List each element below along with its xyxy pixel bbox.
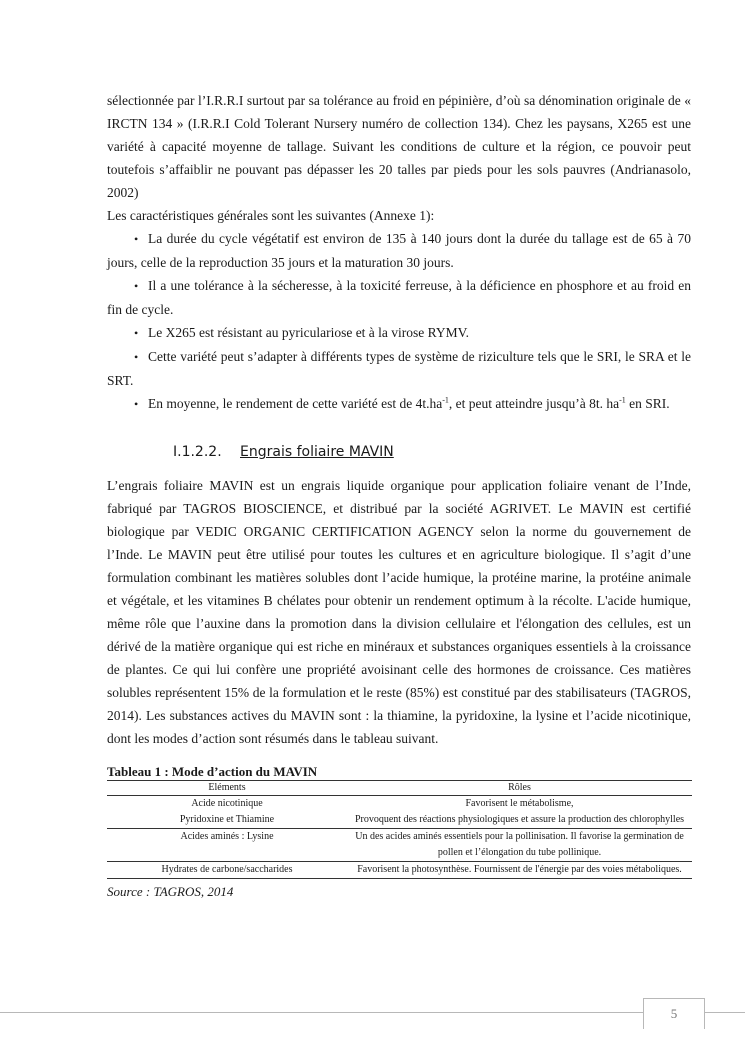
section-number: I.1.2.2. — [173, 444, 222, 460]
characteristics-intro: Les caractéristiques générales sont les suivantes (Annexe 1): — [107, 208, 435, 223]
table-cell-role: Favorisent la photosynthèse. Fournissent de l'énergie par des voies métaboliques. — [357, 864, 682, 875]
section-heading — [173, 440, 691, 464]
header-roles: Rôles — [347, 781, 692, 796]
yield-text-3: en SRI. — [625, 396, 670, 411]
yield-text-1: En moyenne, le rendement de cette variété est de 4t.ha — [148, 396, 443, 411]
table-cell-element: Pyridoxine et Thiamine — [107, 812, 347, 829]
bullet-icon: • — [134, 232, 139, 246]
list-item-text: La durée du cycle végétatif est environ de 135 à 140 jours dont la durée du tallage est de 65 à 70 jours, celle de la reproduction 35 jours et la maturation 30 jours. — [107, 231, 691, 270]
table-row — [107, 796, 692, 813]
table-row — [107, 862, 692, 879]
table-cell-role: Favorisent le métabolisme, — [465, 798, 574, 809]
list-item — [107, 274, 691, 321]
page-number: 5 — [643, 998, 705, 1029]
bullet-icon: • — [134, 397, 139, 411]
table-cell-element: Acide nicotinique — [191, 798, 263, 809]
intro-paragraph: sélectionnée par l’I.R.R.I surtout par sa tolérance au froid en pépinière, d’où sa dénomination originale de « IRCTN 134 » (I.R.R.I Cold Tolerant Nursery numéro de collection 134). Chez les paysans, X265 est une variété à capacité moyenne de tallage. Suivant les conditions de culture et la région, ce pouvoir peut toutefois s’affaiblir ne pouvant pas dépasser les 20 talles par pieds pour les sols pauvres (Andrianasolo, 2002) — [107, 93, 691, 200]
page-content — [107, 89, 691, 901]
list-item-text: Cette variété peut s’adapter à différents types de système de riziculture tels que le SRI, le SRA et le SRT. — [107, 349, 691, 388]
characteristics-list — [107, 227, 691, 416]
section-title: Engrais foliaire MAVIN — [240, 444, 394, 460]
list-item — [107, 227, 691, 274]
list-item-text: Le X265 est résistant au pyriculariose et à la virose RYMV. — [148, 325, 470, 340]
yield-exponent-2: -1 — [619, 395, 626, 405]
table-cell-role: Provoquent des réactions physiologiques et assure la production des chlorophylles — [347, 812, 692, 829]
table-cell-role: Un des acides aminés essentiels pour la pollinisation. Il favorise la germination de pollen et l’élongation du tube pollinique. — [347, 829, 692, 862]
mavin-action-table — [107, 780, 692, 879]
table-cell-element: Hydrates de carbone/saccharides — [161, 864, 293, 875]
yield-exponent-1: -1 — [442, 395, 449, 405]
list-item — [107, 392, 691, 416]
list-item — [107, 321, 691, 345]
table-row — [107, 829, 692, 862]
table-source: Source : TAGROS, 2014 — [107, 884, 234, 899]
bullet-icon: • — [134, 350, 139, 364]
mavin-paragraph: L’engrais foliaire MAVIN est un engrais liquide organique pour application foliaire venant de l’Inde, fabriqué par TAGROS BIOSCIENCE, et distribué par la société AGRIVET. Le MAVIN est certifié biologique par VEDIC ORGANIC CERTIFICATION AGENCY selon la norme du gouvernement de l’Inde. Le MAVIN peut être utilisé pour toutes les cultures et en agriculture biologique. Il s’agit d’une formulation combinant les matières solubles dont l’acide humique, la protéine marine, la protéine animale et végétale, et les vitamines B chélates pour obtenir un rendement optimum à la récolte. L'acide humique, même rôle que l’auxine dans la promotion dans la division cellulaire et l'élongation des cellules, est un dérivé de la matière organique qui est riche en minéraux et substances organiques essentiels à la croissance de plantes. Ce qui lui confère une propriété avoisinant celle des hormones de croissance. Ces matières solubles représentent 15% de la formulation et le reste (85%) est constitué par des stabilisateurs (TAGROS, 2014). Les substances actives du MAVIN sont : la thiamine, la pyridoxine, la lysine et l’acide nicotinique, dont les modes d’action sont résumés dans le tableau suivant. — [107, 478, 691, 746]
bullet-icon: • — [134, 279, 139, 293]
header-elements: Eléments — [107, 781, 347, 796]
table-row — [107, 812, 692, 829]
bullet-icon: • — [134, 326, 139, 340]
list-item-text: Il a une tolérance à la sécheresse, à la toxicité ferreuse, à la déficience en phosphore et au froid en fin de cycle. — [107, 278, 691, 317]
table-header-row — [107, 781, 692, 796]
list-item — [107, 345, 691, 392]
footer-divider — [0, 1012, 745, 1013]
yield-text-2: , et peut atteindre jusqu’à 8t. ha — [448, 396, 620, 411]
table-caption: Tableau 1 : Mode d’action du MAVIN — [107, 764, 318, 779]
table-cell-element: Acides aminés : Lysine — [107, 829, 347, 862]
